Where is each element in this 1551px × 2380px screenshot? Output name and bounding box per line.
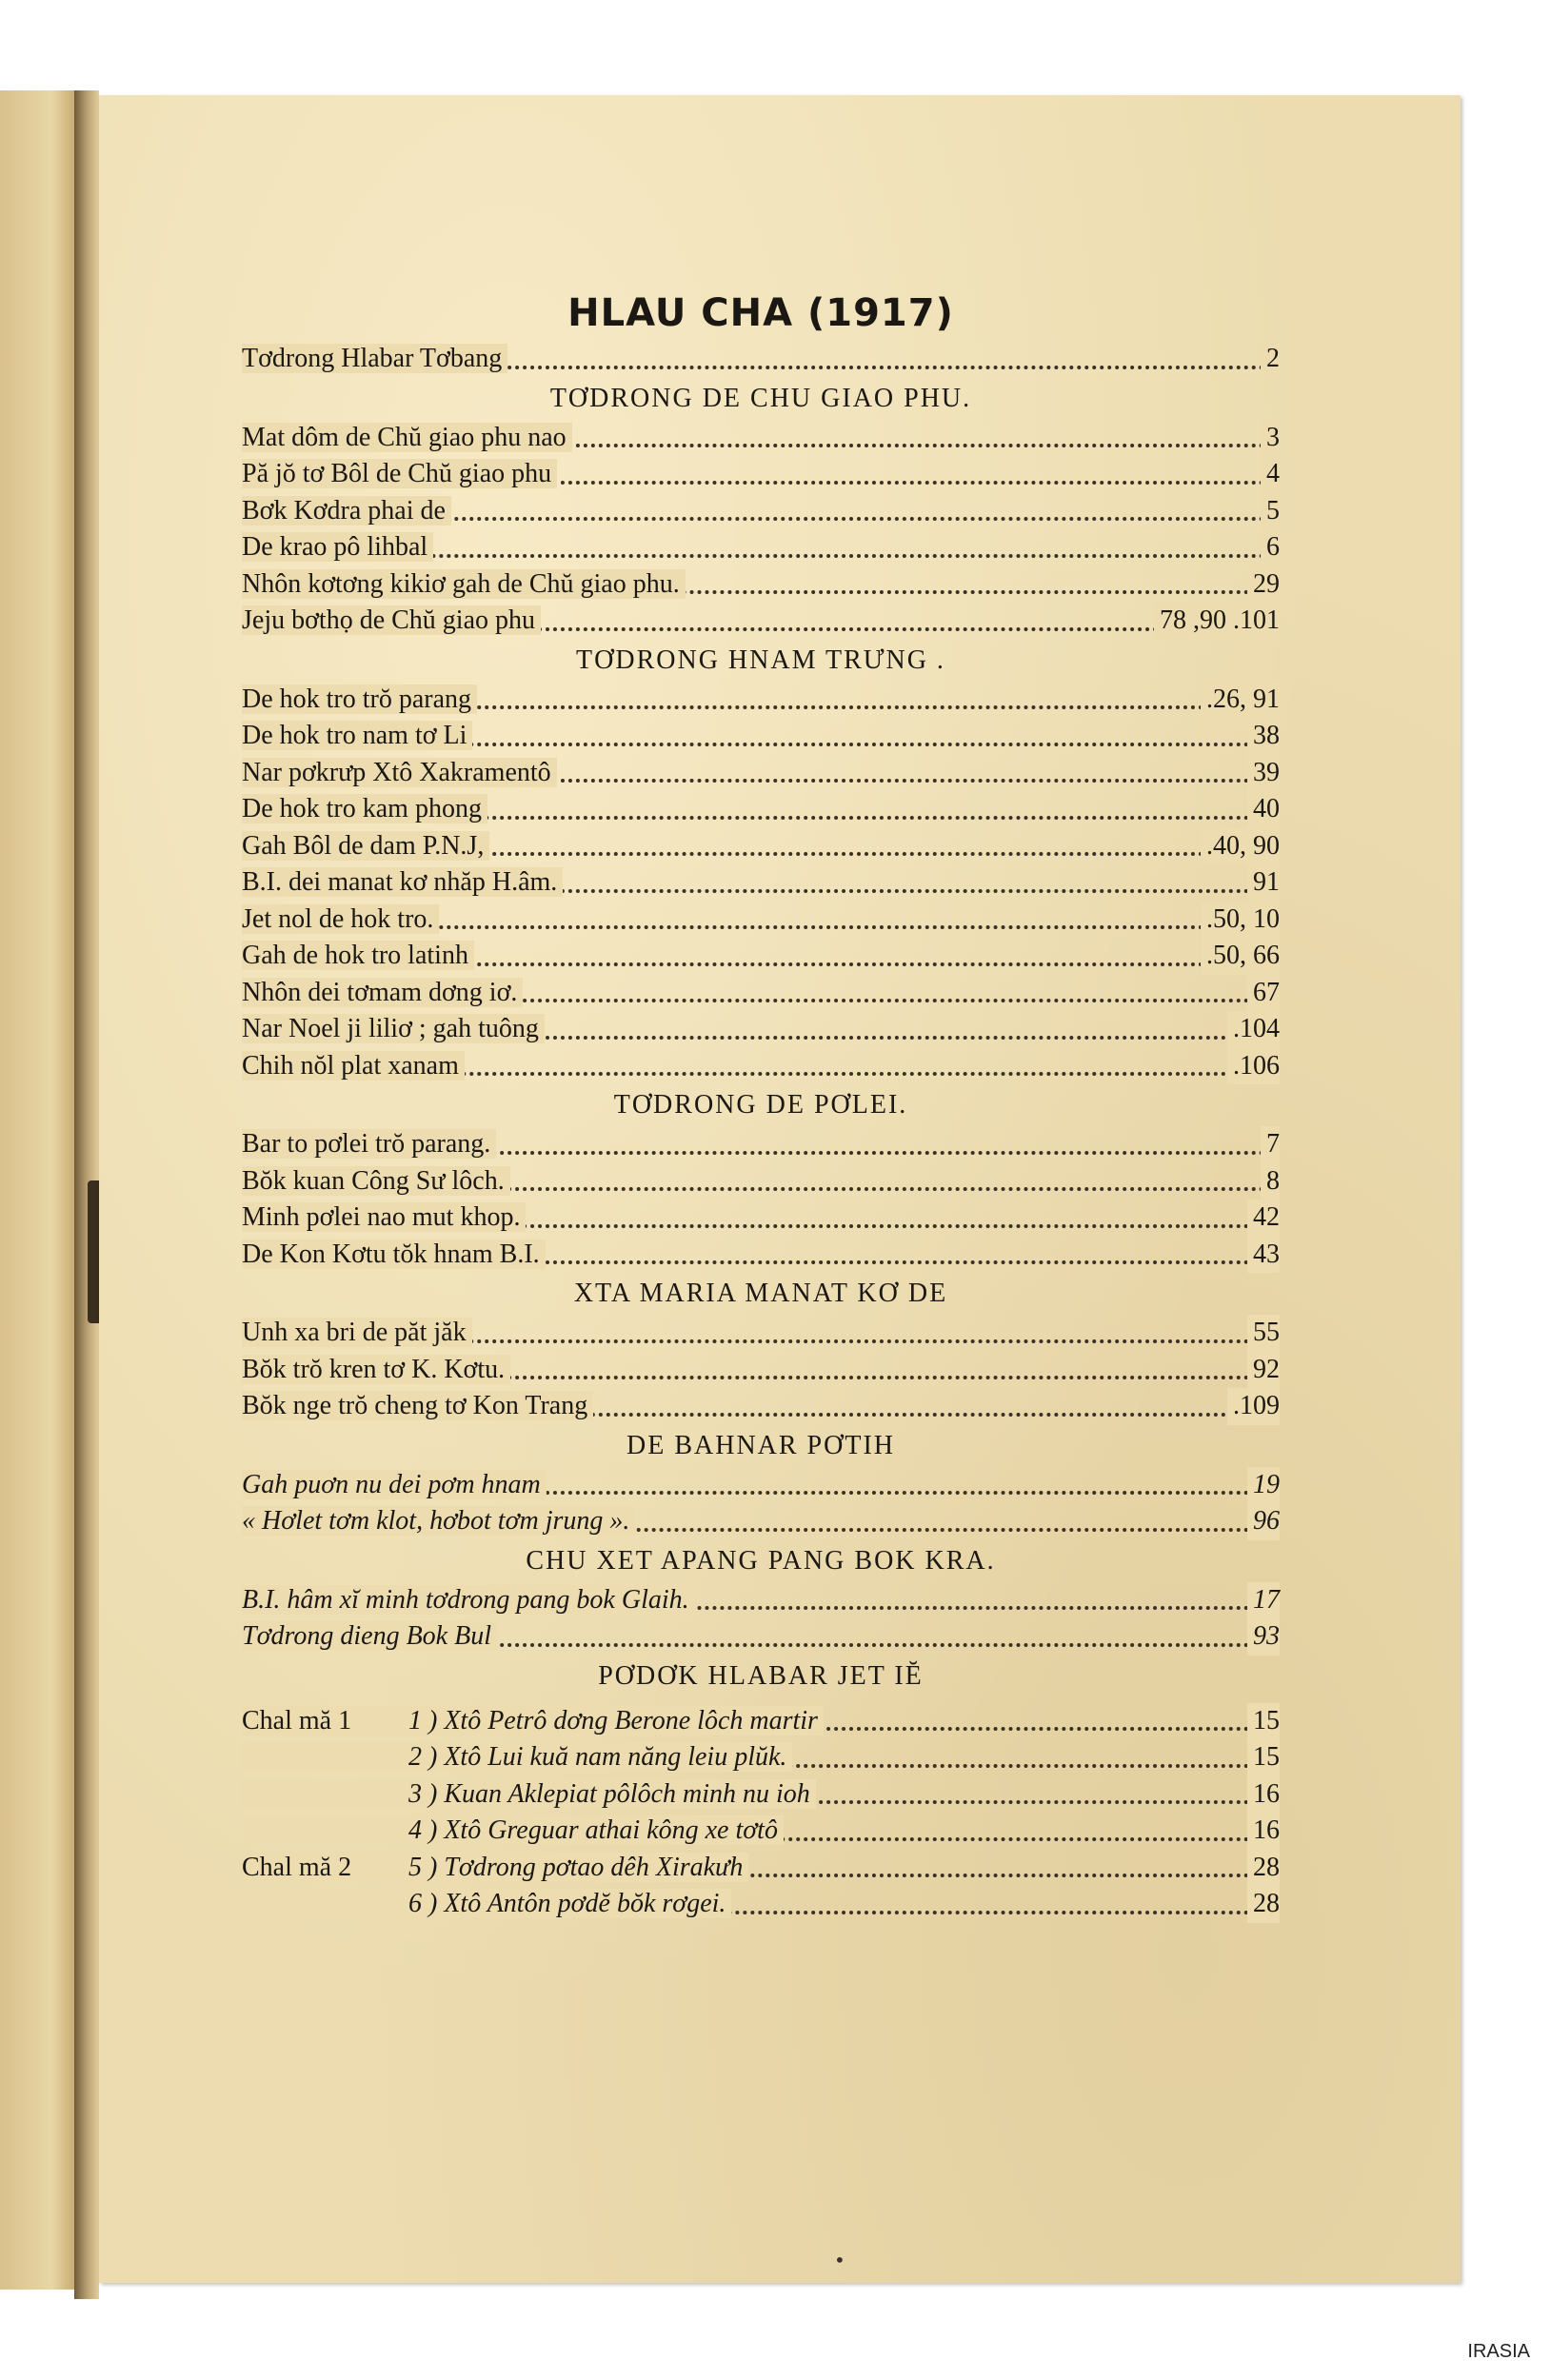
page-number: .106 — [1227, 1048, 1280, 1085]
toc-entry — [242, 1739, 1280, 1776]
page-number: 43 — [1247, 1237, 1280, 1274]
toc-entry — [242, 1388, 1280, 1425]
page-number: 67 — [1247, 975, 1280, 1012]
toc-entry — [242, 1315, 1280, 1352]
entry-title: 4 ) Xtô Greguar athai kông xe tơtô — [408, 1815, 778, 1845]
page-number: 2 — [1261, 341, 1280, 378]
toc-entry — [242, 682, 1280, 719]
page-number: .109 — [1227, 1388, 1280, 1425]
toc-entry — [242, 791, 1280, 828]
entry-text: De hok tro trŏ parang — [242, 684, 477, 714]
page-number: 16 — [1247, 1776, 1280, 1814]
entry-title: 5 ) Tơdrong pơtao dêh Xirakưh — [408, 1852, 744, 1882]
toc-entry — [242, 1886, 1280, 1923]
section-heading: PƠDƠK HLABAR JET IĔ — [598, 1660, 924, 1691]
page-number: 93 — [1247, 1618, 1280, 1656]
entry-text: Nar pơkrưp Xtô Xakramentô — [242, 758, 557, 787]
toc-entry — [242, 902, 1280, 939]
entry-text: Gah de hok tro latinh — [242, 941, 474, 970]
page-number: 7 — [1261, 1126, 1280, 1163]
page-number: 92 — [1247, 1352, 1280, 1389]
toc-entry — [242, 1503, 1280, 1540]
toc-entry — [242, 1126, 1280, 1163]
toc-entry — [242, 420, 1280, 457]
page-title: HLAU CHA (1917) — [567, 291, 954, 335]
entry-text: De hok tro nam tơ Li — [242, 721, 472, 750]
page-number: 38 — [1247, 718, 1280, 755]
watermark-label: IRASIA — [1467, 2341, 1530, 2362]
entry-text: Gah Bôl de dam P.N.J, — [242, 831, 489, 861]
toc-entry — [242, 938, 1280, 975]
page-number: .50, 66 — [1201, 938, 1280, 975]
toc-entry — [242, 1850, 1280, 1887]
entry-text: Bơk Kơdra phai de — [242, 496, 451, 526]
entry-text: Unh xa bri de păt jăk — [242, 1318, 472, 1347]
page-number: 39 — [1247, 755, 1280, 792]
entry-text: Bŏk trŏ kren tơ K. Kơtu. — [242, 1355, 510, 1384]
entry-text: Chih nŏl plat xanam — [242, 1051, 465, 1081]
toc-entry — [242, 828, 1280, 865]
section-heading: TƠDRONG DE PƠLEI. — [613, 1090, 908, 1120]
entry-text: Bŏk nge trŏ cheng tơ Kon Trang — [242, 1391, 593, 1420]
page-number: 16 — [1247, 1813, 1280, 1850]
page-number: 91 — [1247, 864, 1280, 902]
entry-text: B.I. hâm xĭ minh tơdrong pang bok Glaih. — [242, 1585, 695, 1615]
entry-text: Bŏk kuan Công Sư lôch. — [242, 1166, 510, 1196]
page-number: 15 — [1247, 1703, 1280, 1740]
toc-entry — [242, 1200, 1280, 1237]
entry-text: De Kon Kơtu tŏk hnam B.I. — [242, 1240, 546, 1269]
toc-entry — [242, 529, 1280, 566]
page-number: 42 — [1247, 1200, 1280, 1237]
previous-page-edge — [0, 90, 76, 2290]
page-number: 28 — [1247, 1850, 1280, 1887]
entry-text: Jet nol de hok tro. — [242, 904, 439, 934]
entry-text — [242, 1853, 748, 1882]
entry-text: Tơdrong Hlabar Tơbang — [242, 344, 507, 373]
page-number: 29 — [1247, 566, 1280, 604]
entry-text — [242, 1779, 816, 1809]
section-heading: CHU XET APANG PANG BOK KRA. — [526, 1545, 996, 1576]
page-number: 8 — [1261, 1163, 1280, 1200]
entry-text: Tơdrong dieng Bok Bul — [242, 1621, 497, 1651]
entry-text: Minh pơlei nao mut khop. — [242, 1202, 526, 1232]
entry-text: « Hơlet tơm klot, hơbot tơm jrung ». — [242, 1506, 635, 1536]
page-number: 6 — [1261, 529, 1280, 566]
toc-entry — [242, 341, 1280, 378]
entry-text — [242, 1815, 784, 1845]
entry-text: Bar to pơlei trŏ parang. — [242, 1129, 496, 1159]
entry-title: 1 ) Xtô Petrô dơng Berone lôch martir — [408, 1705, 818, 1735]
toc-entry — [242, 1467, 1280, 1504]
entry-title: 2 ) Xtô Lui kuă nam năng leiu plŭk. — [408, 1742, 787, 1772]
page-number: .26, 91 — [1201, 682, 1280, 719]
page-number: 4 — [1261, 456, 1280, 493]
section-heading: TƠDRONG HNAM TRƯNG . — [576, 645, 945, 675]
toc-entry — [242, 1011, 1280, 1048]
toc-entry — [242, 566, 1280, 604]
page-number: 78 ,90 .101 — [1154, 603, 1280, 640]
page-number: 15 — [1247, 1739, 1280, 1776]
entry-text: Nhôn kơtơng kikiơ gah de Chŭ giao phu. — [242, 569, 686, 599]
section-heading: XTA MARIA MANAT KƠ DE — [573, 1279, 948, 1308]
toc-entry — [242, 755, 1280, 792]
toc-entry — [242, 1776, 1280, 1814]
page-number: 28 — [1247, 1886, 1280, 1923]
toc-entry — [242, 1618, 1280, 1656]
entry-text — [242, 1706, 824, 1735]
page-number: 5 — [1261, 493, 1280, 530]
page-number: 19 — [1247, 1467, 1280, 1504]
toc-entry — [242, 1352, 1280, 1389]
page-number: .104 — [1227, 1011, 1280, 1048]
toc-entry — [242, 456, 1280, 493]
toc-entry — [242, 1813, 1280, 1850]
section-heading: TƠDRONG DE CHU GIAO PHU. — [549, 383, 972, 413]
entry-text: Nhôn dei tơmam dơng iơ. — [242, 978, 523, 1007]
page-number: 96 — [1247, 1503, 1280, 1540]
entry-text: Pă jŏ tơ Bôl de Chŭ giao phu — [242, 459, 557, 488]
document-page — [99, 95, 1461, 2283]
chapter-label: Chal mă 1 — [242, 1705, 352, 1735]
toc-entry — [242, 1163, 1280, 1200]
page-number: 55 — [1247, 1315, 1280, 1352]
entry-text: Jeju bơthọ de Chŭ giao phu — [242, 605, 541, 635]
entry-text — [242, 1742, 792, 1772]
entry-text — [242, 1889, 731, 1918]
toc-entry — [242, 864, 1280, 902]
toc-entry — [242, 1582, 1280, 1619]
chapter-label: Chal mă 2 — [242, 1852, 352, 1882]
entry-text: Nar Noel ji liliơ ; gah tuông — [242, 1014, 545, 1043]
page-number: 40 — [1247, 791, 1280, 828]
entry-text: B.I. dei manat kơ nhăp H.âm. — [242, 867, 563, 897]
page-number: 17 — [1247, 1582, 1280, 1619]
page-number: .50, 10 — [1201, 902, 1280, 939]
table-of-contents — [242, 286, 1280, 1923]
toc-entry — [242, 975, 1280, 1012]
entry-text: Mat dôm de Chŭ giao phu nao — [242, 423, 572, 452]
entry-title: 6 ) Xtô Antôn pơdĕ bŏk rơgei. — [408, 1889, 726, 1918]
section-heading: DE BAHNAR PƠTIH — [626, 1430, 895, 1460]
entry-text: Gah puơn nu dei pơm hnam — [242, 1470, 547, 1499]
toc-entry — [242, 603, 1280, 640]
toc-entry — [242, 1237, 1280, 1274]
toc-entry — [242, 718, 1280, 755]
toc-entry — [242, 1048, 1280, 1085]
entry-title: 3 ) Kuan Aklepiat pôlôch minh nu ioh — [408, 1778, 810, 1809]
entry-text: De hok tro kam phong — [242, 794, 487, 823]
page-number: .40, 90 — [1201, 828, 1280, 865]
toc-entry — [242, 1703, 1280, 1740]
toc-entry — [242, 493, 1280, 530]
page-number: 3 — [1261, 420, 1280, 457]
footer-mark: • — [834, 2249, 845, 2271]
entry-text: De krao pô lihbal — [242, 532, 433, 562]
